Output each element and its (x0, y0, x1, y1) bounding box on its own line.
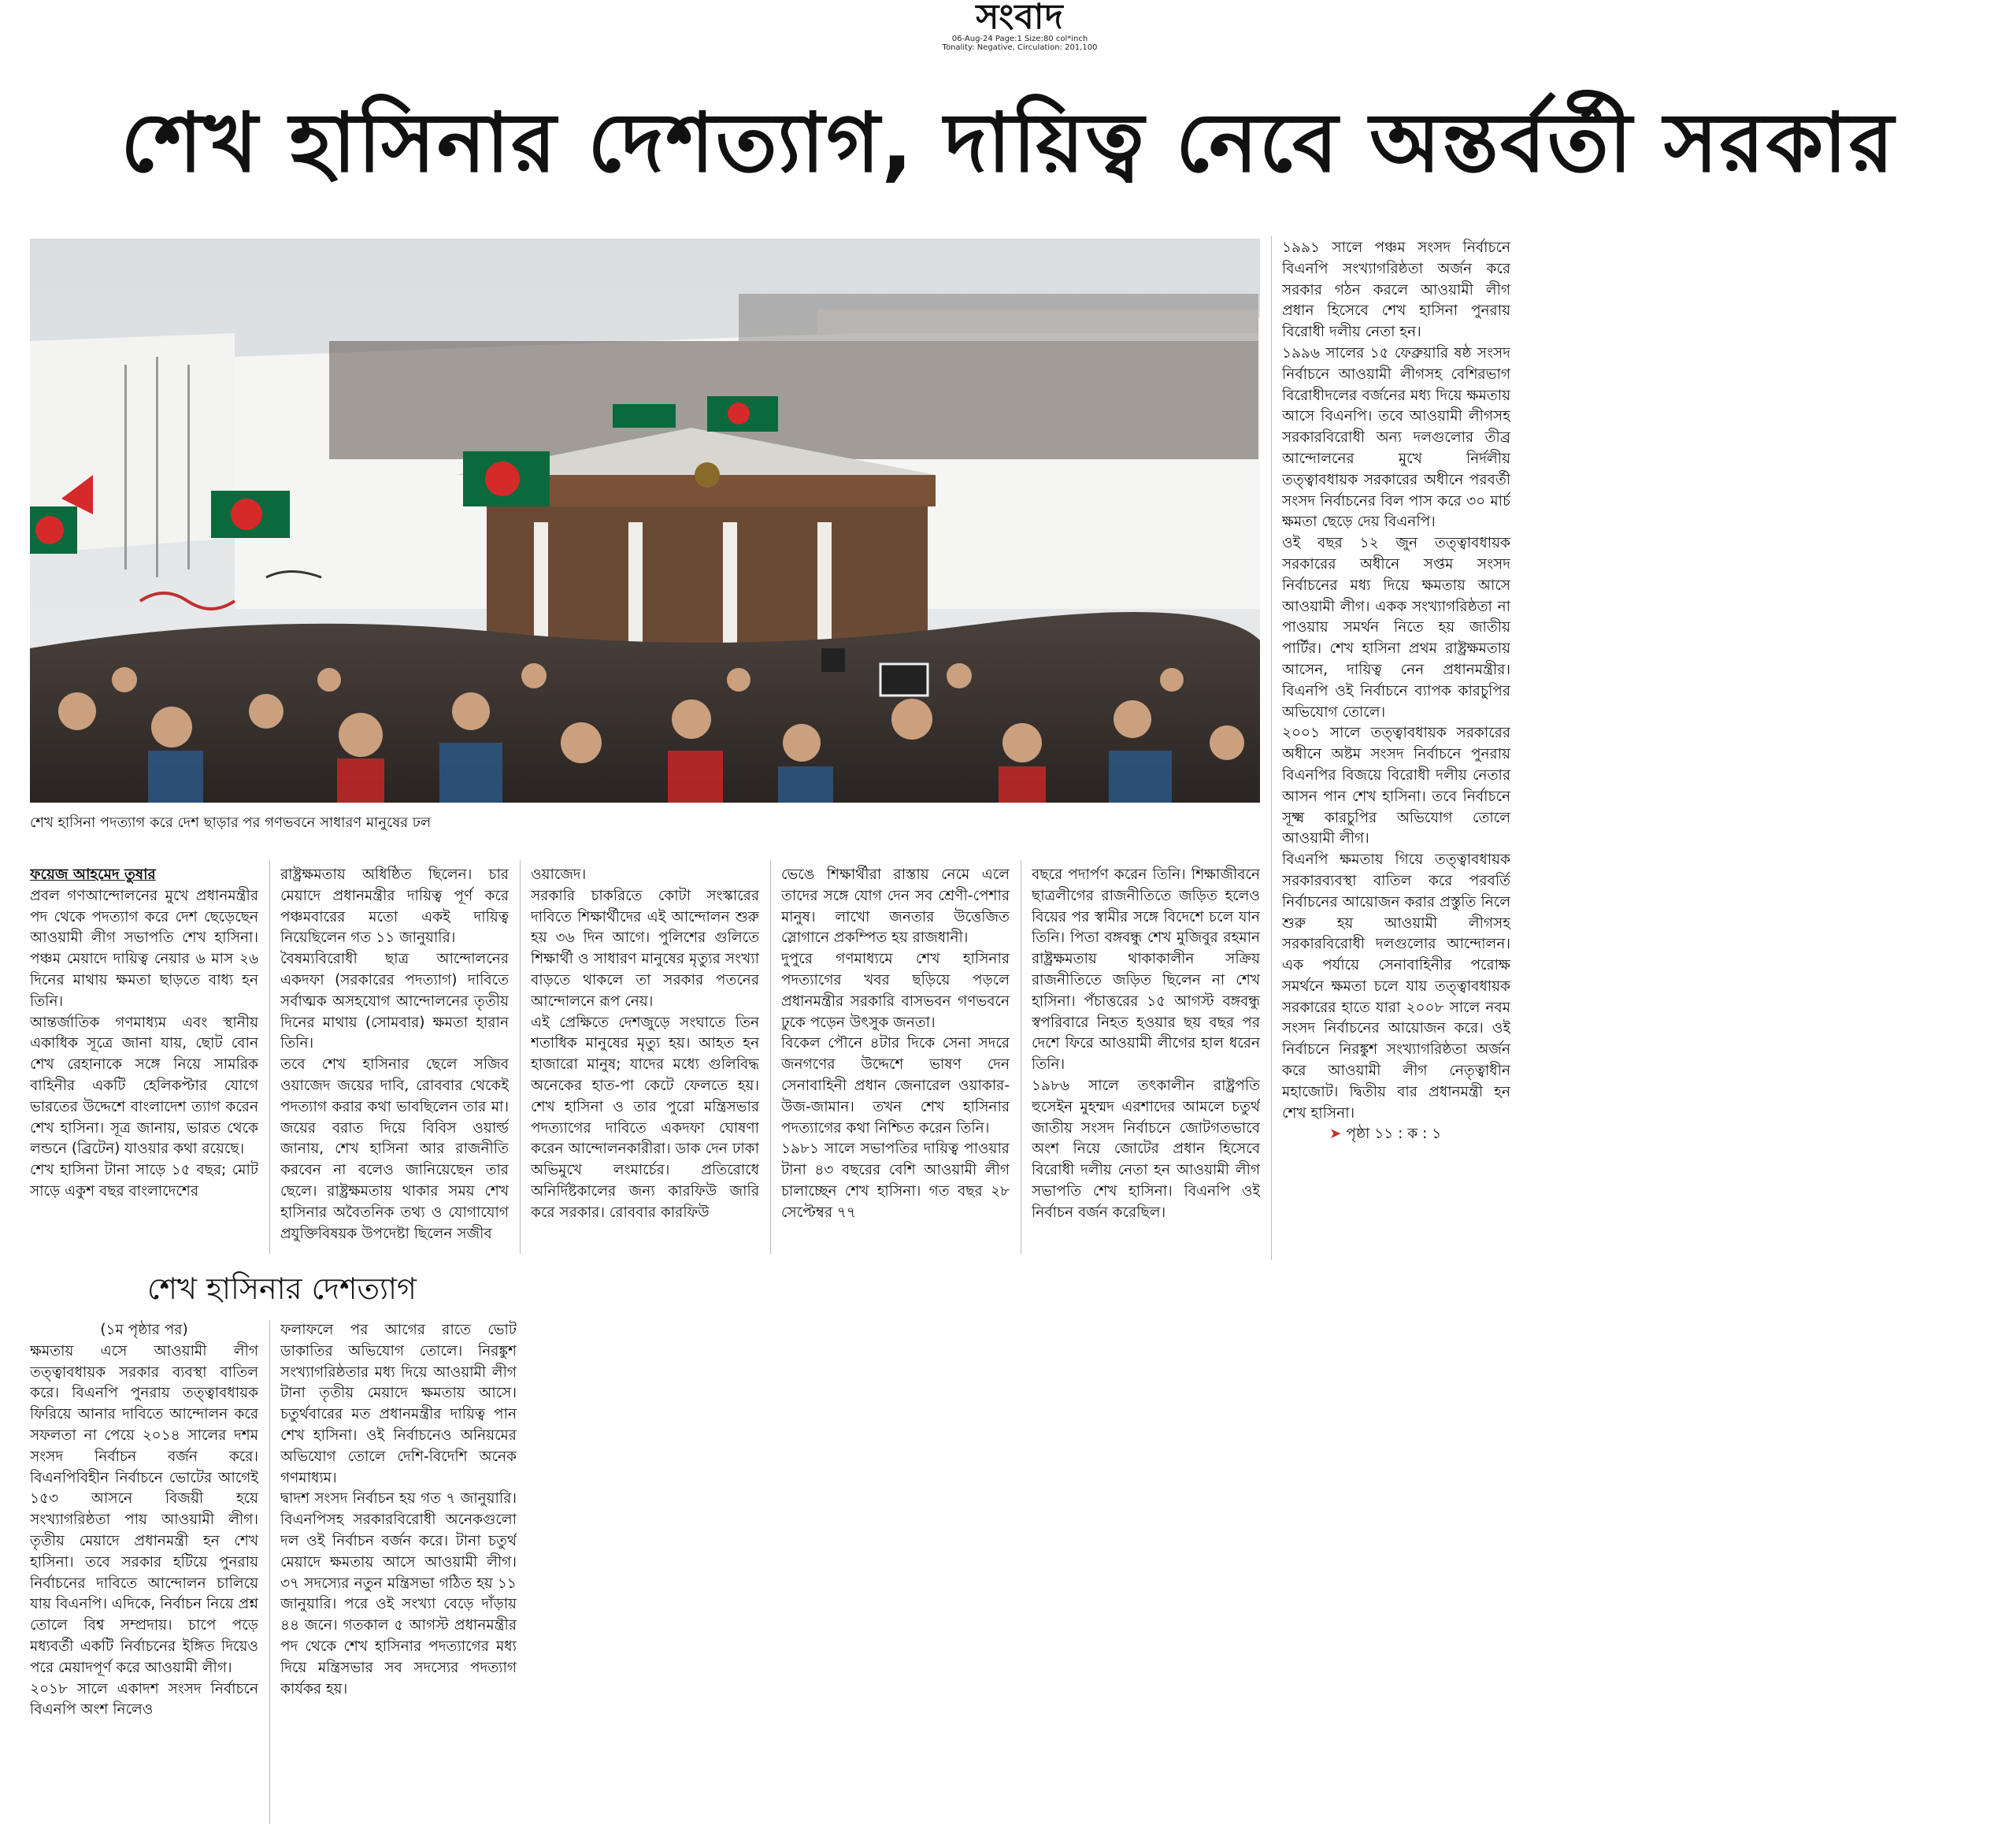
paragraph: বিএনপি ক্ষমতায় গিয়ে তত্ত্বাবধায়ক সরকারব্যবস্থা বাতিল করে পরবর্তি নির্বাচনের আয়োজন করার প্রস্তুতি নিলে শুরু হয় আওয়ামী লীগসহ সরকারবিরোধী দলগুলোর আন্দোলন। এক পর্যায়ে সেনাবাহিনীর পরোক্ষ সমর্থনে ক্ষমতা চলে যায় তত্ত্বাবধায়ক সরকারের হাতে যারা ২০০৮ সালে নবম সংসদ নির্বাচনের আয়োজন করে। ওই নির্বাচনে নিরঙ্কুশ সংখ্যাগরিষ্ঠতা অর্জন করে আওয়ামী লীগ নেতৃত্বাধীন মহাজোট। দ্বিতীয় বার প্রধানমন্ত্রী হন শেখ হাসিনা। (1282, 851, 1510, 1122)
column-divider (1271, 236, 1272, 1260)
paragraph: বিকেল পৌনে ৪টার দিকে সেনা সদরে জনগণের উদ্দেশে ভাষণ দেন সেনাবাহিনী প্রধান জেনারেল ওয়াকার-উজ-জামান। তখন শেখ হাসিনার পদত্যাগের কথা নিশ্চিত করেন তিনি। (781, 1035, 1010, 1137)
paragraph: ১৯৮১ সালে সভাপতির দায়িত্ব পাওয়ার টানা ৪৩ বছরের বেশি আওয়ামী লীগ চালাচ্ছেন শেখ হাসিনা। গত বছর ২৮ সেপ্টেম্বর ৭৭ (781, 1141, 1010, 1221)
paragraph: ওয়াজেদ। (531, 866, 587, 883)
paragraph: দুপুরে গণমাধ্যমে শেখ হাসিনার পদত্যাগের খবর ছড়িয়ে পড়লে প্রধানমন্ত্রীর সরকারি বাসভবন গণভবনে ঢুকে পড়েন উৎসুক জনতা। (781, 951, 1010, 1031)
article-column-6 (1282, 238, 1510, 1254)
paragraph: ২০১৮ সালে একাদশ সংসদ নির্বাচনে বিএনপি অংশ নিলেও (30, 1680, 258, 1719)
continued-on-jump (1282, 1124, 1510, 1145)
article-column-2 (280, 865, 509, 1254)
paragraph: বৈষম্যবিরোধী ছাত্র আন্দোলনের একদফা (সরকারের পদত্যাগ) দাবিতে সর্বাত্মক অসহযোগ আন্দোলনের তৃতীয় দিনের মাথায় (সোমবার) ক্ষমতা হারান তিনি। (280, 951, 509, 1052)
main-headline: শেখ হাসিনার দেশত্যাগ, দায়িত্ব নেবে অন্তর্বর্তী সরকার (120, 95, 1896, 191)
column-divider (269, 860, 270, 1254)
paragraph: ওই বছর ১২ জুন তত্ত্বাবধায়ক সরকারের অধীনে সপ্তম সংসদ নির্বাচনের মধ্য দিয়ে ক্ষমতায় আসে আওয়ামী লীগ। একক সংখ্যাগরিষ্ঠতা না পাওয়ায় সমর্থন নিতে হয় জাতীয় পার্টির। শেখ হাসিনা প্রথম রাষ্ট্রক্ষমতায় আসেন, দায়িত্ব নেন প্রধানমন্ত্রীর। বিএনপি ওই নির্বাচনে ব্যাপক কারচুপির অভিযোগ তোলে। (1282, 535, 1510, 721)
paragraph: ক্ষমতায় এসে আওয়ামী লীগ তত্ত্বাবধায়ক সরকার ব্যবস্থা বাতিল করে। বিএনপি পুনরায় তত্ত্বাবধায়ক ফিরিয়ে আনার দাবিতে আন্দোলন করে সফলতা না পেয়ে ২০১৪ সালের দশম সংসদ নির্বাচন বর্জন করে। বিএনপিবিহীন নির্বাচনে ভোটের আগেই ১৫৩ আসনে বিজয়ী হয়ে সংখ্যাগরিষ্ঠতা পায় আওয়ামী লীগ। তৃতীয় মেয়াদে প্রধানমন্ত্রী হন শেখ হাসিনা। তবে সরকার হটিয়ে পুনরায় নির্বাচনের দাবিতে আন্দোলন চালিয়ে যায় বিএনপি। এদিকে, নির্বাচন নিয়ে প্রশ্ন তোলে বিশ্ব সম্প্রদায়। চাপে পড়ে মধ্যবর্তী একটি নির্বাচনের ইঙ্গিত দিয়েও পরে মেয়াদপূর্ণ করে আওয়ামী লীগ। (30, 1342, 258, 1676)
article-column-5 (1032, 865, 1260, 1254)
paragraph: রাষ্ট্রক্ষমতায় অধিষ্ঠিত ছিলেন। চার মেয়াদে প্রধানমন্ত্রীর দায়িত্ব পূর্ণ করে পঞ্চমবারের মতো একই দায়িত্ব নিয়েছিলেন গত ১১ জানুয়ারি। (280, 866, 509, 947)
paragraph: ১৯৯৬ সালের ১৫ ফেব্রুয়ারি ষষ্ঠ সংসদ নির্বাচনে আওয়ামী লীগসহ বেশিরভাগ বিরোধীদলের বর্জনের মধ্য দিয়ে ক্ষমতায় আসে বিএনপি। তবে আওয়ামী লীগসহ সরকারবিরোধী অন্য দলগুলোর তীব্র আন্দোলনের মুখে নির্দলীয় তত্ত্বাবধায়ক সরকারের অধীনে পরবর্তী সংসদ নির্বাচনের বিল পাস করে ৩০ মার্চ ক্ষমতা ছেড়ে দেয় বিএনপি। (1282, 344, 1510, 531)
photo-caption: শেখ হাসিনা পদত্যাগ করে দেশ ছাড়ার পর গণভবনে সাধারণ মানুষের ঢল (30, 814, 432, 831)
column-divider (269, 1320, 270, 1824)
jump-arrow-icon: ➤ (1329, 1126, 1342, 1143)
paragraph: তবে শেখ হাসিনার ছেলে সজিব ওয়াজেদ জয়ের দাবি, রোববার থেকেই পদত্যাগ করার কথা ভাবছিলেন তার মা। জয়ের বরাত দিয়ে বিবিস ওয়ার্ল্ড জানায়, শেখ হাসিনা আর রাজনীতি করবেন না বলেও জানিয়েছেন তার ছেলে। রাষ্ট্রক্ষমতায় থাকার সময় শেখ হাসিনার অবৈতনিক তথ্য ও যোগাযোগ প্রযুক্তিবিষয়ক উপদেষ্টা ছিলেন সজীব (280, 1056, 509, 1242)
paragraph: আন্তর্জাতিক গণমাধ্যম এবং স্থানীয় একাধিক সূত্রে জানা যায়, ছোট বোন শেখ রেহানাকে সঙ্গে নিয়ে সামরিক বাহিনীর একটি হেলিকপ্টার যোগে ভারতের উদ্দেশে বাংলাদেশ ত্যাগ করেন শেখ হাসিনা। সূত্র জানায়, ভারত থেকে লন্ডনে (ব্রিটেন) যাওয়ার কথা রয়েছে। (30, 1014, 258, 1158)
article-column-1 (30, 865, 258, 1254)
paragraph: এই প্রেক্ষিতে দেশজুড়ে সংঘাতে তিন শতাধিক মানুষের মৃত্যু হয়। আহত হন হাজারো মানুষ; যাদের মধ্যে গুলিবিদ্ধ অনেকের হাত-পা কেটে ফেলতে হয়। শেখ হাসিনা ও তার পুরো মন্ত্রিসভার পদত্যাগের দাবিতে একদফা ঘোষণা করেন আন্দোলনকারীরা। ডাক দেন ঢাকা অভিমুখে লংমার্চের। প্রতিরোধে অনির্দিষ্টকালের জন্য কারফিউ জারি করে সরকার। রোববার কারফিউ (531, 1014, 759, 1221)
newspaper-logo: সংবাদ (976, 0, 1064, 37)
continuation-column-1 (30, 1320, 258, 1824)
paragraph: ফলাফলে পর আগের রাতে ভোট ডাকাতির অভিযোগ তোলে। নিরঙ্কুশ সংখ্যাগরিষ্ঠতার মধ্য দিয়ে আওয়ামী লীগ টানা তৃতীয় মেয়াদে ক্ষমতায় আসে। চতুর্থবারের মত প্রধানমন্ত্রীর দায়িত্ব পান শেখ হাসিনা। ওই নির্বাচনেও অনিয়মের অভিযোগ তোলে দেশি-বিদেশি অনেক গণমাধ্যম। (280, 1322, 517, 1486)
paragraph: ১৯৯১ সালে পঞ্চম সংসদ নির্বাচনে বিএনপি সংখ্যাগরিষ্ঠতা অর্জন করে সরকার গঠন করলে আওয়ামী লীগ প্রধান হিসেবে শেখ হাসিনা পুনরায় বিরোধী দলীয় নেতা হন। (1282, 239, 1510, 341)
paragraph: ২০০১ সালে তত্ত্বাবধায়ক সরকারের অধীনে অষ্টম সংসদ নির্বাচনে পুনরায় বিএনপির বিজয়ে বিরোধী দলীয় নেতার আসন পান শেখ হাসিনা। তবে নির্বাচনে সূক্ষ্ম কারচুপির অভিযোগ তোলে আওয়ামী লীগ। (1282, 725, 1510, 848)
news-photo (30, 239, 1260, 803)
paragraph: ভেঙে শিক্ষার্থীরা রাস্তায় নেমে এলে তাদের সঙ্গে যোগ দেন সব শ্রেণী-পেশার মানুষ। লাখো জনতার উত্তেজিত স্লোগানে প্রকম্পিত হয় রাজধানী। (781, 866, 1010, 947)
byline: ফয়েজ আহমেদ তুষার (30, 866, 156, 883)
column-divider (770, 860, 771, 1254)
paragraph: ১৯৮৬ সালে তৎকালীন রাষ্ট্রপতি হুসেইন মুহম্মদ এরশাদের আমলে চতুর্থ জাতীয় সংসদ নির্বাচনে জোটগতভাবে অংশ নিয়ে জোটের প্রধান হিসেবে বিরোধী দলীয় নেতা হন আওয়ামী লীগ সভাপতি শেখ হাসিনা। বিএনপি ওই নির্বাচন বর্জন করেছিল। (1032, 1077, 1260, 1221)
paragraph: সরকারি চাকরিতে কোটা সংস্কারের দাবিতে শিক্ষার্থীদের এই আন্দোলন শুরু হয় ৩৬ দিন আগে। পুলিশের গুলিতে শিক্ষার্থী ও সাধারণ মানুষের মৃত্যুর সংখ্যা বাড়তে থাকলে তা সরকার পতনের আন্দোলনে রূপ নেয়। (531, 887, 759, 1010)
column-divider (520, 860, 521, 1254)
paragraph: প্রবল গণআন্দোলনের মুখে প্রধানমন্ত্রীর পদ থেকে পদত্যাগ করে দেশ ছেড়েছেন আওয়ামী লীগ সভাপতি শেখ হাসিনা। পঞ্চম মেয়াদে দায়িত্ব নেয়ার ৬ মাস ২৬ দিনের মাথায় ক্ষমতা ছাড়তে বাধ্য হন তিনি। (30, 887, 258, 1010)
clip-meta-line-1: 06-Aug-24 Page:1 Size:80 col*inch (951, 35, 1088, 43)
masthead (929, 0, 1110, 52)
crowd-photo-illustration (30, 239, 1260, 803)
jump-label: পৃষ্ঠা ১১ : ক : ১ (1346, 1126, 1442, 1143)
paragraph: বছরে পদার্পণ করেন তিনি। শিক্ষাজীবনে ছাত্রলীগের রাজনীতিতে জড়িত হলেও বিয়ের পর স্বামীর সঙ্গে বিদেশে চলে যান তিনি। পিতা বঙ্গবন্ধু শেখ মুজিবুর রহমান রাষ্ট্রক্ষমতায় থাকাকালীন সক্রিয় রাজনীতিতে জড়িত ছিলেন না শেখ হাসিনা। পঁচাত্তরের ১৫ আগস্ট বঙ্গবন্ধু স্বপরিবারে নিহত হওয়ার ছয় বছর পর দেশে ফিরে আওয়ামী লীগের হাল ধরেন তিনি। (1032, 866, 1260, 1074)
article-column-3 (531, 865, 759, 1254)
paragraph: শেখ হাসিনা টানা সাড়ে ১৫ বছর; মোট সাড়ে একুশ বছর বাংলাদেশের (30, 1162, 258, 1200)
paragraph: দ্বাদশ সংসদ নির্বাচন হয় গত ৭ জানুয়ারি। বিএনপিসহ সরকারবিরোধী অনেকগুলো দল ওই নির্বাচন বর্জন করে। টানা চতুর্থ মেয়াদে ক্ষমতায় আসে আওয়ামী লীগ। ৩৭ সদস্যের নতুন মন্ত্রিসভা গঠিত হয় ১১ জানুয়ারি। পরে ওই সংখ্যা বেড়ে দাঁড়ায় ৪৪ জনে। গতকাল ৫ আগস্ট প্রধানমন্ত্রীর পদ থেকে শেখ হাসিনার পদত্যাগের মধ্য দিয়ে মন্ত্রিসভার সব সদস্যের পদত্যাগ কার্যকর হয়। (280, 1490, 517, 1697)
continuation-column-2 (280, 1320, 517, 1824)
clip-meta-line-2: Tonality: Negative, Circulation: 201,100 (942, 43, 1098, 52)
continued-from-label: (১ম পৃষ্ঠার পর) (100, 1322, 188, 1338)
continuation-title: শেখ হাসিনার দেশত্যাগ (147, 1271, 417, 1306)
article-column-4 (781, 865, 1010, 1254)
